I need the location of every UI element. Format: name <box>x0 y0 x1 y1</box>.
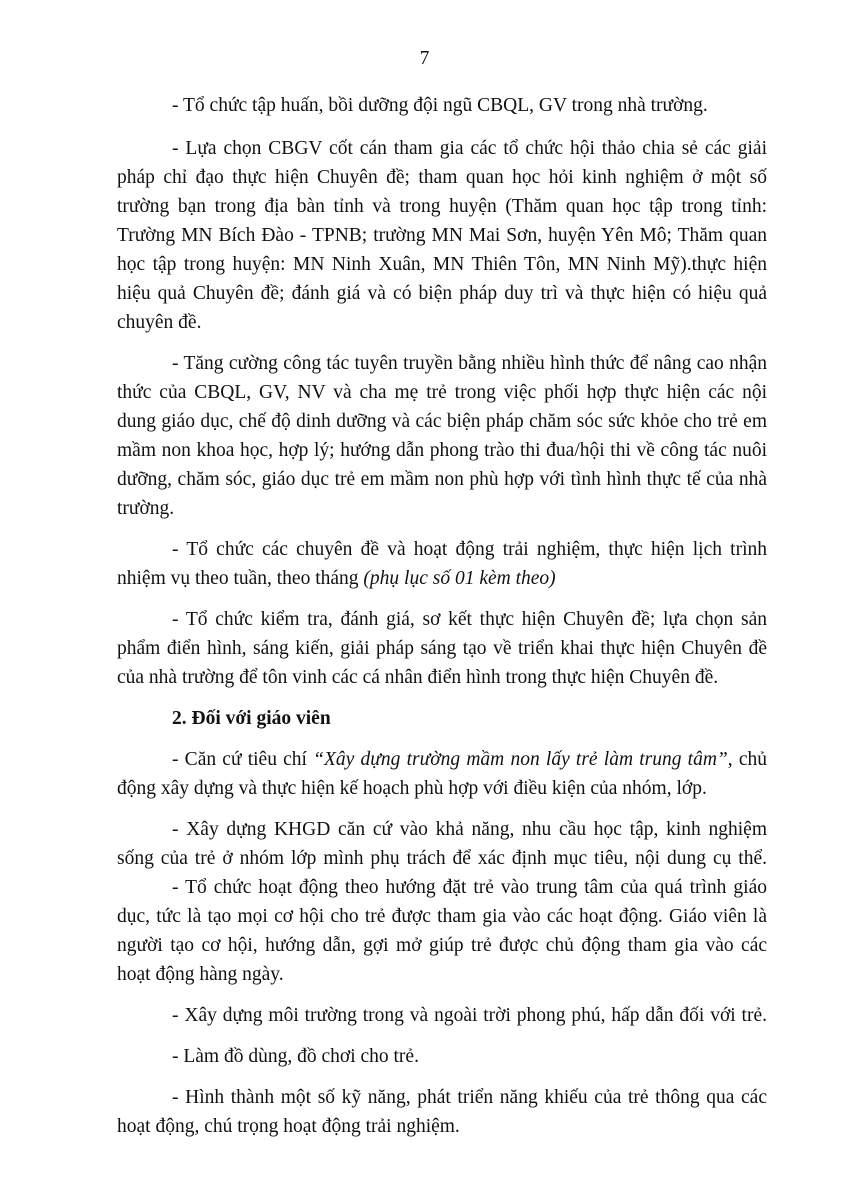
text-line <box>172 1002 767 1030</box>
line-text: pháp chỉ đạo thực hiện Chuyên đề; tham quan học hỏi kinh nghiệm ở một số <box>117 167 767 188</box>
line-text: - Tổ chức các chuyên đề và hoạt động trải nghiệm, thực hiện lịch trình <box>172 539 767 560</box>
text-line <box>172 606 767 634</box>
line-text-tail: , chủ <box>727 749 767 770</box>
text-line <box>117 932 767 960</box>
line-text: hoạt động hàng ngày. <box>117 964 284 985</box>
line-text: chuyên đề. <box>117 312 202 333</box>
text-line <box>117 495 767 523</box>
text-line <box>172 1084 767 1112</box>
line-text: - Hình thành một số kỹ năng, phát triển năng khiếu của trẻ thông qua các <box>172 1087 767 1108</box>
text-line <box>172 350 767 378</box>
text-line <box>172 816 767 844</box>
text-line <box>172 874 767 902</box>
line-text: mầm non khoa học, hợp lý; hướng dẫn phong trào thi đua/hội thi về công tác nuôi <box>117 440 767 461</box>
text-line <box>117 903 767 931</box>
line-text: dung giáo dục, chế độ dinh dưỡng và các biện pháp chăm sóc sức khỏe cho trẻ em <box>117 411 767 432</box>
line-text: phẩm điển hình, sáng kiến, giải pháp sáng tạo về triển khai thực hiện Chuyên đề <box>117 638 767 659</box>
line-text: trường bạn trong địa bàn tỉnh và trong huyện (Thăm quan học tập trong tỉnh: <box>117 196 767 217</box>
line-text: người tạo cơ hội, hướng dẫn, gợi mở giúp trẻ được chủ động tham gia vào các <box>117 935 767 956</box>
text-line <box>117 635 767 663</box>
italic-note: (phụ lục số 01 kèm theo) <box>363 568 556 589</box>
text-line <box>117 1113 767 1141</box>
line-text: hiệu quả Chuyên đề; đánh giá và có biện pháp duy trì và thực hiện có hiệu quả <box>117 283 767 304</box>
line-text: - Xây dựng môi trường trong và ngoài trời phong phú, hấp dẫn đối với trẻ. <box>172 1005 767 1026</box>
line-text: dục, tức là tạo mọi cơ hội cho trẻ được tham gia vào các hoạt động. Giáo viên là <box>117 906 767 927</box>
text-line <box>172 1043 767 1071</box>
line-text: - Tổ chức hoạt động theo hướng đặt trẻ vào trung tâm của quá trình giáo <box>172 877 767 898</box>
text-line <box>117 193 767 221</box>
line-text: - Xây dựng KHGD căn cứ vào khả năng, nhu cầu học tập, kinh nghiệm <box>172 819 767 840</box>
line-text: hoạt động, chú trọng hoạt động trải nghiệm. <box>117 1116 460 1137</box>
section-heading <box>172 705 767 733</box>
text-line <box>172 536 767 564</box>
line-text: 2. Đối với giáo viên <box>172 708 331 729</box>
line-text: trường. <box>117 498 175 519</box>
line-text: thức của CBQL, GV, NV và cha mẹ trẻ trong việc phối hợp thực hiện các nội <box>117 382 767 403</box>
text-line <box>117 251 767 279</box>
page-number: 7 <box>419 48 430 69</box>
line-text: Trường MN Bích Đào - TPNB; trường MN Mai Sơn, huyện Yên Mô; Thăm quan <box>117 225 767 246</box>
text-line <box>117 379 767 407</box>
line-text: của nhà trường để tôn vinh các cá nhân điển hình trong thực hiện Chuyên đề. <box>117 667 719 688</box>
line-text: - Tổ chức kiểm tra, đánh giá, sơ kết thực hiện Chuyên đề; lựa chọn sản <box>172 609 767 630</box>
line-text: dưỡng, chăm sóc, giáo dục trẻ em mầm non phù hợp với tình hình thực tế của nhà <box>117 469 767 490</box>
line-text: - Tăng cường công tác tuyên truyền bằng nhiều hình thức để nâng cao nhận <box>172 353 767 374</box>
text-line <box>117 222 767 250</box>
text-line <box>117 309 767 337</box>
text-line <box>117 961 767 989</box>
text-line <box>172 746 767 774</box>
text-line <box>117 565 767 593</box>
text-line <box>117 408 767 436</box>
text-line <box>117 466 767 494</box>
text-line <box>117 437 767 465</box>
line-text: - Tổ chức tập huấn, bồi dưỡng đội ngũ CBQL, GV trong nhà trường. <box>172 95 708 116</box>
italic-quote: “Xây dựng trường mầm non lấy trẻ làm trung tâm” <box>313 749 728 770</box>
text-line <box>117 664 767 692</box>
text-line <box>172 92 767 120</box>
line-text: động xây dựng và thực hiện kế hoạch phù hợp với điều kiện của nhóm, lớp. <box>117 778 707 799</box>
text-line <box>117 845 767 873</box>
text-line <box>117 164 767 192</box>
text-line <box>172 135 767 163</box>
line-text: sống của trẻ ở nhóm lớp mình phụ trách để xác định mục tiêu, nội dung cụ thể. <box>117 848 767 869</box>
text-line <box>117 280 767 308</box>
line-text: - Lựa chọn CBGV cốt cán tham gia các tổ chức hội thảo chia sẻ các giải <box>172 138 767 159</box>
line-text: học tập trong huyện: MN Ninh Xuân, MN Thiên Tôn, MN Ninh Mỹ).thực hiện <box>117 254 767 275</box>
line-text: - Căn cứ tiêu chí <box>172 749 314 770</box>
line-text: - Làm đồ dùng, đồ chơi cho trẻ. <box>172 1046 419 1067</box>
text-line <box>117 775 767 803</box>
line-text: nhiệm vụ theo tuần, theo tháng <box>117 568 364 589</box>
